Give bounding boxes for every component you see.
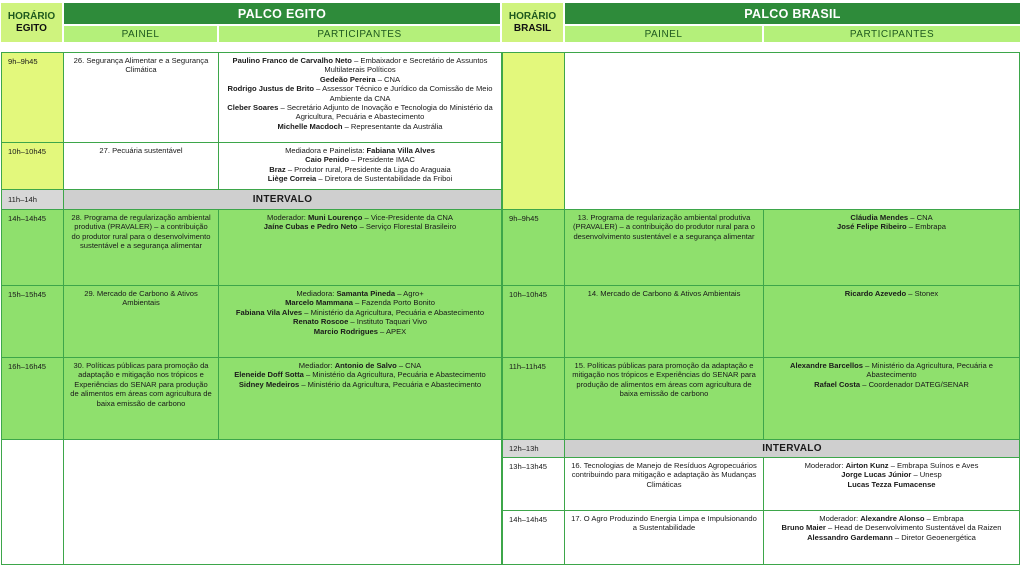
participant-name: Marcio Rodrigues — [313, 326, 378, 336]
participant-line — [223, 174, 497, 183]
participant-role: – Agro+ — [395, 289, 424, 298]
brasil-row1-time: 9h–9h45 — [502, 209, 565, 286]
participant-name: Alessandro Gardemann — [807, 532, 893, 542]
participant-name: Liège Correia — [267, 174, 317, 184]
participant-role: – Diretor Geoenergética — [892, 532, 976, 542]
egito-row1-time: 9h–9h45 — [1, 52, 64, 143]
participant-line — [768, 222, 1015, 231]
participant-role: – CNA — [396, 361, 422, 370]
participant-line — [223, 75, 497, 84]
egito-row1-panel — [63, 52, 219, 143]
participant-line — [223, 327, 497, 336]
panel-text: 15. Políticas públicas para promoção da adaptação e mitigação nos trópicos e Experiências do SENAR para produção de alimentos em áreas com agricultura de baixa emissão de carbono — [572, 361, 756, 399]
brasil-row1-panel — [564, 209, 764, 286]
brasil-row6-panel — [564, 510, 764, 565]
egito-time-header — [1, 3, 62, 42]
brasil-row5-participants — [763, 457, 1020, 511]
egito-participants-header: PARTICIPANTES — [219, 26, 500, 42]
brasil-row2-time: 10h–10h45 — [502, 285, 565, 358]
participant-line — [223, 213, 497, 222]
participant-line — [223, 122, 497, 131]
egito-row5-panel — [63, 285, 219, 358]
participant-line — [223, 84, 497, 103]
participant-line — [768, 533, 1015, 542]
participant-role: – CNA — [908, 213, 933, 222]
participant-role: – Embaixador e Secretário de Assuntos Multilaterais Políticos — [324, 56, 488, 75]
participant-role: – Ministério da Agricultura, Pecuária e Abastecimento — [299, 379, 482, 389]
participant-name: Rafael Costa — [814, 379, 861, 389]
participant-name: Fabiana Villa Alves — [366, 146, 435, 155]
panel-text: 30. Políticas públicas para promoção da adaptação e mitigação nos trópicos e Experiências do SENAR para produção de alimentos em áreas com agricultura de baixa emissão de carbono — [70, 361, 212, 408]
participant-role: – Fazenda Porto Bonito — [353, 298, 435, 308]
time-header-line1: HORÁRIO — [7, 10, 56, 22]
participant-name: Eleneide Doff Sotta — [234, 370, 304, 380]
brasil-stage-title: PALCO BRASIL — [565, 3, 1020, 24]
participant-line — [223, 370, 497, 379]
brasil-row6-time: 14h–14h45 — [502, 510, 565, 565]
participant-prefix: Moderador: — [804, 461, 846, 470]
brasil-row2-participants — [763, 285, 1020, 358]
participant-name: Rodrigo Justus de Brito — [227, 84, 315, 94]
participant-name: Lucas Tezza Fumacense — [847, 479, 936, 489]
egito-row1-participants — [218, 52, 502, 143]
participant-role: – Embrapa — [924, 514, 964, 523]
participant-role: – Instituto Taquari Vivo — [348, 317, 427, 327]
egito-row6-time: 16h–16h45 — [1, 357, 64, 440]
panel-text: 16. Tecnologias de Manejo de Resíduos Agropecuários contribuindo para mitigação e adaptação às Mudanças Climáticas — [571, 461, 757, 489]
participant-name: Fabiana Vila Alves — [235, 307, 303, 317]
egito-row4-participants — [218, 209, 502, 286]
egito-stage-title: PALCO EGITO — [64, 3, 500, 24]
participant-prefix: Moderador: — [267, 213, 308, 222]
participant-name: Paulino Franco de Carvalho Neto — [232, 56, 352, 65]
panel-text: 13. Programa de regularização ambiental produtiva (PRAVALER) – a contribuição do produtor rural para o desenvolvimento sustentável e a segurança alimentar — [572, 213, 756, 241]
egito-empty-time — [1, 439, 64, 565]
brasil-row3-participants — [763, 357, 1020, 440]
participant-prefix: Mediador: — [298, 361, 335, 370]
egito-panel-header: PAINEL — [64, 26, 217, 42]
participant-name: Cláudia Mendes — [850, 213, 909, 222]
brasil-empty-time — [502, 52, 565, 210]
participant-name: Muni Lourenço — [307, 213, 363, 222]
brasil-row5-panel — [564, 457, 764, 511]
egito-row2-participants — [218, 142, 502, 190]
participant-line — [223, 222, 497, 231]
participant-role: – APEX — [377, 326, 407, 336]
participant-line — [223, 103, 497, 122]
participant-role: – Serviço Florestal Brasileiro — [357, 222, 457, 232]
participant-role: – Diretora de Sustentabilidade da Friboi — [316, 174, 453, 184]
brasil-participants-header: PARTICIPANTES — [764, 26, 1020, 42]
participant-prefix: Mediadora e Painelista: — [285, 146, 367, 155]
participant-name: Michelle Macdoch — [277, 121, 343, 131]
participant-line — [768, 470, 1015, 479]
egito-row2-panel — [63, 142, 219, 190]
egito-row2-time: 10h–10h45 — [1, 142, 64, 190]
participant-line — [768, 461, 1015, 470]
time-header-line2: BRASIL — [513, 22, 552, 34]
participant-role: – Vice-Presidente da CNA — [362, 213, 453, 222]
brasil-row1-participants — [763, 209, 1020, 286]
participant-name: Airton Kunz — [845, 461, 889, 470]
egito-intervalo-time: 11h–14h — [1, 189, 64, 210]
participant-line — [768, 514, 1015, 523]
brasil-intervalo-label: INTERVALO — [564, 439, 1020, 458]
participant-line — [768, 361, 1015, 380]
participant-prefix: Mediadora: — [296, 289, 337, 298]
participant-role: – CNA — [375, 74, 401, 84]
panel-text: 29. Mercado de Carbono & Ativos Ambientais — [84, 289, 198, 308]
participant-role: – Embrapa — [906, 222, 946, 232]
participant-role: – Secretário Adjunto de Inovação e Tecnologia do Ministério da Agricultura, Pecuária e Abastecimento — [278, 103, 493, 122]
participant-line — [223, 289, 497, 298]
egito-empty-area — [63, 439, 502, 565]
brasil-panel-header: PAINEL — [565, 26, 762, 42]
time-header-line2: EGITO — [16, 22, 47, 34]
panel-text: 28. Programa de regularização ambiental produtiva (PRAVALER) – a contribuição do produtor rural para o desenvolvimento sustentável e a segurança alimentar — [71, 213, 211, 251]
participant-name: Bruno Maier — [781, 523, 826, 533]
participant-line — [768, 523, 1015, 532]
participant-line — [768, 380, 1015, 389]
participant-name: Alexandre Barcellos — [789, 361, 863, 370]
brasil-empty-area — [564, 52, 1020, 210]
participant-role: – Stonex — [906, 289, 939, 298]
participant-line — [223, 308, 497, 317]
participant-name: Marcelo Mammana — [285, 298, 354, 308]
participant-name: Braz — [269, 164, 286, 174]
participant-line — [223, 317, 497, 326]
participant-line — [223, 155, 497, 164]
participant-role: – Produtor rural, Presidente da Liga do Araguaia — [285, 164, 451, 174]
egito-row4-panel — [63, 209, 219, 286]
participant-role: – Coordenador DATEG/SENAR — [860, 379, 969, 389]
participant-line — [223, 165, 497, 174]
egito-row6-participants — [218, 357, 502, 440]
brasil-row2-panel — [564, 285, 764, 358]
brasil-intervalo-time: 12h–13h — [502, 439, 565, 458]
participant-line — [223, 298, 497, 307]
participant-name: José Felipe Ribeiro — [837, 222, 907, 232]
participant-line — [768, 289, 1015, 298]
brasil-row3-panel — [564, 357, 764, 440]
brasil-row6-participants — [763, 510, 1020, 565]
brasil-time-header — [502, 3, 563, 42]
brasil-row3-time: 11h–11h45 — [502, 357, 565, 440]
participant-name: Antonio de Salvo — [334, 361, 397, 370]
panel-text: 26. Segurança Alimentar e a Segurança Climática — [73, 56, 209, 75]
time-header-line1: HORÁRIO — [508, 10, 557, 22]
participant-prefix: Moderador: — [819, 514, 861, 523]
panel-text: 17. O Agro Produzindo Energia Limpa e Impulsionando a Sustentabilidade — [571, 514, 757, 533]
participant-line — [223, 56, 497, 75]
participant-role: – Assessor Técnico e Jurídico da Comissão de Meio Ambiente da CNA — [314, 84, 493, 103]
participant-line — [223, 146, 497, 155]
participant-name: Jorge Lucas Júnior — [841, 470, 912, 480]
participant-line — [768, 480, 1015, 489]
participant-name: Cleber Soares — [227, 103, 279, 113]
participant-name: Gedeão Pereira — [319, 74, 376, 84]
participant-line — [223, 380, 497, 389]
participant-name: Samanta Pineda — [336, 289, 396, 298]
participant-name: Jaíne Cubas e Pedro Neto — [263, 222, 358, 232]
participant-name: Alexandre Alonso — [860, 514, 925, 523]
panel-text: 14. Mercado de Carbono & Ativos Ambientais — [587, 289, 741, 298]
participant-role: – Ministério da Agricultura, Pecuária e Abastecimento — [863, 361, 994, 380]
participant-role: – Unesp — [911, 470, 942, 480]
participant-line — [223, 361, 497, 370]
egito-row5-participants — [218, 285, 502, 358]
participant-role: – Representante da Austrália — [342, 121, 443, 131]
participant-name: Renato Roscoe — [293, 317, 349, 327]
egito-row6-panel — [63, 357, 219, 440]
participant-role: – Ministério da Agricultura, Pecuária e Abastecimento — [302, 307, 485, 317]
participant-role: – Ministério da Agricultura, Pecuária e Abastecimento — [303, 370, 486, 380]
participant-role: – Presidente IMAC — [349, 155, 415, 165]
brasil-row5-time: 13h–13h45 — [502, 457, 565, 511]
participant-name: Sidney Medeiros — [238, 379, 300, 389]
egito-intervalo-label: INTERVALO — [63, 189, 502, 210]
participant-line — [768, 213, 1015, 222]
egito-row4-time: 14h–14h45 — [1, 209, 64, 286]
participant-role: – Embrapa Suínos e Aves — [888, 461, 979, 470]
participant-name: Caio Penido — [305, 155, 350, 165]
participant-role: – Head de Desenvolvimento Sustentável da Raizen — [825, 523, 1002, 533]
panel-text: 27. Pecuária sustentável — [99, 146, 183, 155]
egito-row5-time: 15h–15h45 — [1, 285, 64, 358]
participant-name: Ricardo Azevedo — [844, 289, 907, 298]
